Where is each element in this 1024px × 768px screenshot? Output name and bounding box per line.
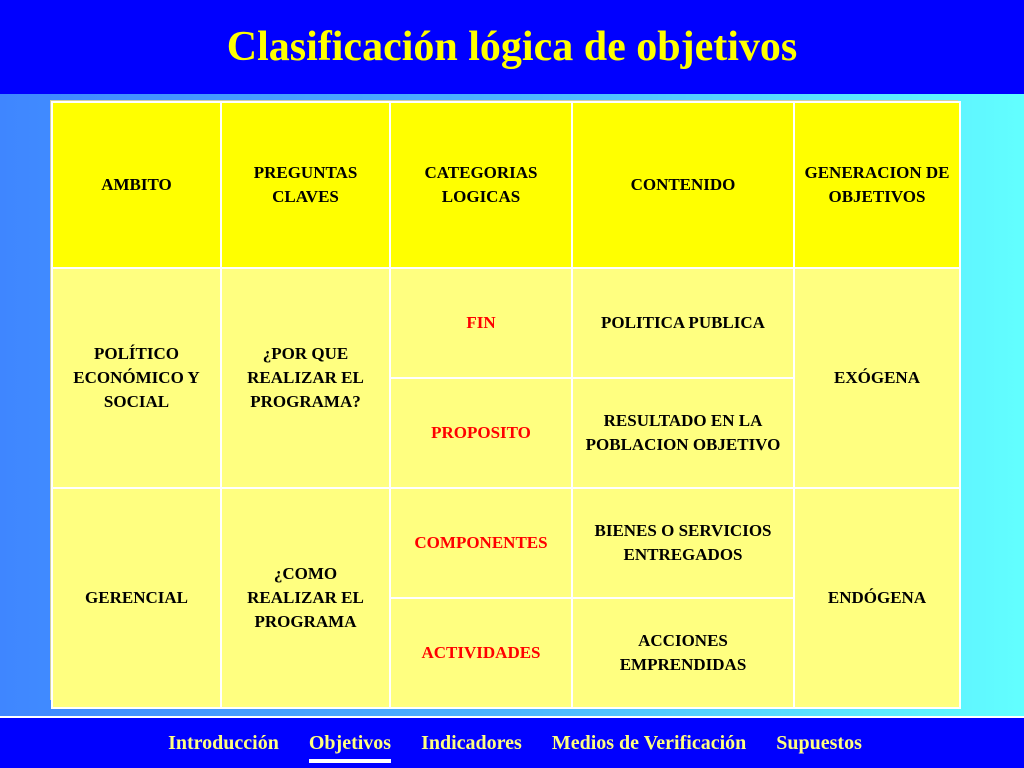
page-title: Clasificación lógica de objetivos <box>226 24 798 70</box>
pregunta-cell: ¿COMO REALIZAR EL PROGRAMA <box>221 488 390 708</box>
pregunta-cell: ¿POR QUE REALIZAR EL PROGRAMA? <box>221 268 390 488</box>
contenido-cell: ACCIONES EMPRENDIDAS <box>572 598 794 708</box>
nav-link-indicadores[interactable]: Indicadores <box>421 731 522 754</box>
header-contenido: CONTENIDO <box>572 102 794 268</box>
header-categorias-logicas: CATEGORIAS LOGICAS <box>390 102 572 268</box>
header-generacion-objetivos: GENERACION DE OBJETIVOS <box>794 102 960 268</box>
nav-link-introduccion[interactable]: Introducción <box>168 731 279 754</box>
table-row <box>52 268 960 378</box>
contenido-cell: POLITICA PUBLICA <box>572 268 794 378</box>
classification-table <box>51 101 961 709</box>
nav-link-medios-verificacion[interactable]: Medios de Verificación <box>551 731 747 754</box>
header-preguntas-claves: PREGUNTAS CLAVES <box>221 102 390 268</box>
header-ambito: AMBITO <box>52 102 221 268</box>
navigation-bar <box>0 716 1024 768</box>
categoria-cell: PROPOSITO <box>390 378 572 488</box>
ambito-cell: GERENCIAL <box>52 488 221 708</box>
categoria-cell: FIN <box>390 268 572 378</box>
table-header-row <box>52 102 960 268</box>
categoria-cell: ACTIVIDADES <box>390 598 572 708</box>
ambito-cell: POLÍTICO ECONÓMICO Y SOCIAL <box>52 268 221 488</box>
generacion-cell: EXÓGENA <box>794 268 960 488</box>
nav-items <box>168 732 862 755</box>
nav-link-objetivos[interactable]: Objetivos <box>308 731 392 754</box>
title-bar <box>0 0 1024 94</box>
table-row <box>52 488 960 598</box>
contenido-cell: BIENES O SERVICIOS ENTREGADOS <box>572 488 794 598</box>
nav-link-supuestos[interactable]: Supuestos <box>776 731 862 754</box>
generacion-cell: ENDÓGENA <box>794 488 960 708</box>
contenido-cell: RESULTADO EN LA POBLACION OBJETIVO <box>572 378 794 488</box>
categoria-cell: COMPONENTES <box>390 488 572 598</box>
classification-table-container <box>50 100 958 700</box>
